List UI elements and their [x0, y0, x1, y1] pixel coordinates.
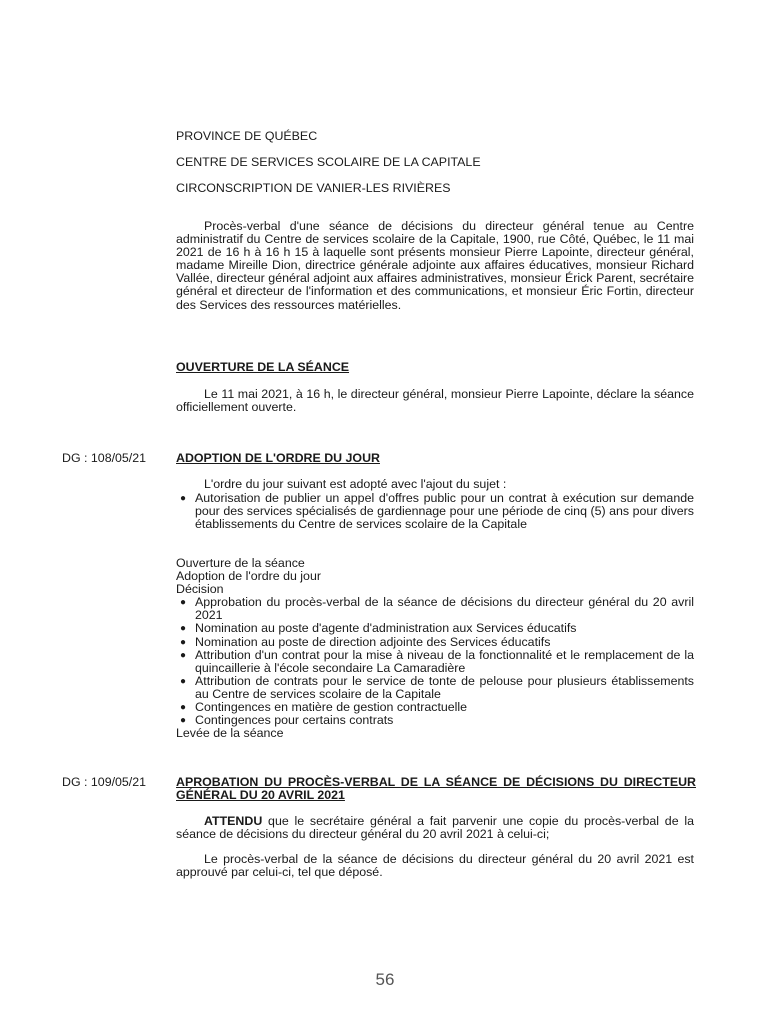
agenda-line: Levée de la séance	[176, 726, 284, 741]
section-number-109: DG : 109/05/21	[62, 775, 147, 789]
added-item-list	[176, 492, 694, 531]
agenda-bullet-text: Approbation du procès-verbal de la séance de décisions du directeur général du 20 avril 2021	[195, 595, 694, 623]
agenda-bullet-text: Nomination au poste d'agente d'administration aux Services éducatifs	[195, 621, 577, 636]
agenda-bullet-text: Attribution d'un contrat pour la mise à niveau de la fonctionnalité et le remplacement de la quincaillerie à l'école secondaire La Camaradière	[195, 647, 694, 675]
ordre-du-jour-paragraph: L'ordre du jour suivant est adopté avec l'ajout du sujet :	[204, 477, 507, 491]
list-item	[176, 649, 694, 675]
bullet-icon: ●	[180, 702, 187, 714]
list-item	[176, 492, 694, 531]
bullet-icon: ●	[180, 623, 187, 635]
agenda-bullet-text: Nomination au poste de direction adjointe des Services éducatifs	[195, 634, 551, 649]
agenda-bullet-text: Attribution de contrats pour le service de tonte de pelouse pour plusieurs établissements au Centre de services scolaire de la Capitale	[195, 673, 694, 701]
bullet-icon: ●	[180, 493, 187, 504]
bullet-icon: ●	[180, 675, 187, 687]
agenda-line: Décision	[176, 582, 224, 597]
agenda-line: Ouverture de la séance	[176, 556, 305, 570]
bullet-icon: ●	[180, 597, 187, 609]
agenda-list	[176, 557, 694, 740]
header-centre: CENTRE DE SERVICES SCOLAIRE DE LA CAPITALE	[176, 155, 481, 169]
header-province: PROVINCE DE QUÉBEC	[176, 129, 318, 143]
list-item	[176, 636, 694, 649]
agenda-line: Adoption de l'ordre du jour	[176, 569, 321, 584]
section-title-ordre-du-jour: ADOPTION DE L'ORDRE DU JOUR	[176, 451, 380, 465]
list-item	[176, 675, 694, 701]
list-item	[176, 596, 694, 622]
section-number-108: DG : 108/05/21	[62, 451, 147, 465]
agenda-bullet-text: Contingences pour certains contrats	[195, 713, 394, 728]
attendu-label: ATTENDU	[204, 814, 263, 828]
attendu-paragraph	[176, 815, 694, 841]
ouverture-paragraph: Le 11 mai 2021, à 16 h, le directeur général, monsieur Pierre Lapointe, déclare la séance officiellement ouverte.	[176, 387, 694, 415]
bullet-icon: ●	[180, 636, 187, 648]
page-number: 56	[375, 970, 395, 989]
attendu-text: que le secrétaire général a fait parvenir une copie du procès-verbal de la séance de décisions du directeur général du 20 avril 2021 à celui-ci;	[176, 814, 694, 842]
intro-paragraph: Procès-verbal d'une séance de décisions du directeur général tenue au Centre administratif du Centre de services scolaire de la Capitale, 1900, rue Côté, Québec, le 11 mai 2021 de 16 h à 16 h 15 à laquelle sont présents monsieur Pierre Lapointe, directeur général, madame Mireille Dion, directrice générale adjointe aux affaires éducatives, monsieur Richard Vallée, directeur général adjoint aux affaires administratives, monsieur Érick Parent, secrétaire général et directeur de l'information et des communications, et monsieur Éric Fortin, directeur des Services des ressources matérielles.	[176, 219, 694, 312]
resolution-paragraph: Le procès-verbal de la séance de décisions du directeur général du 20 avril 2021 est approuvé par celui-ci, tel que déposé.	[176, 852, 694, 880]
bullet-icon: ●	[180, 649, 187, 661]
header-circonscription: CIRCONSCRIPTION DE VANIER-LES RIVIÈRES	[176, 181, 451, 195]
added-item-text: Autorisation de publier un appel d'offres public pour un contrat à exécution sur demande pour des services spécialisés de gardiennage pour une période de cinq (5) ans pour divers établissements du Centre de services scolaire de la Capitale	[195, 491, 694, 532]
bullet-icon: ●	[180, 715, 187, 727]
agenda-bullet-text: Contingences en matière de gestion contractuelle	[195, 700, 468, 715]
list-item	[176, 622, 694, 635]
ouverture-title: OUVERTURE DE LA SÉANCE	[176, 360, 350, 374]
section-title-approbation: APROBATION DU PROCÈS-VERBAL DE LA SÉANCE DE DÉCISIONS DU DIRECTEUR GÉNÉRAL DU 20 AVRIL 2021	[176, 775, 696, 802]
